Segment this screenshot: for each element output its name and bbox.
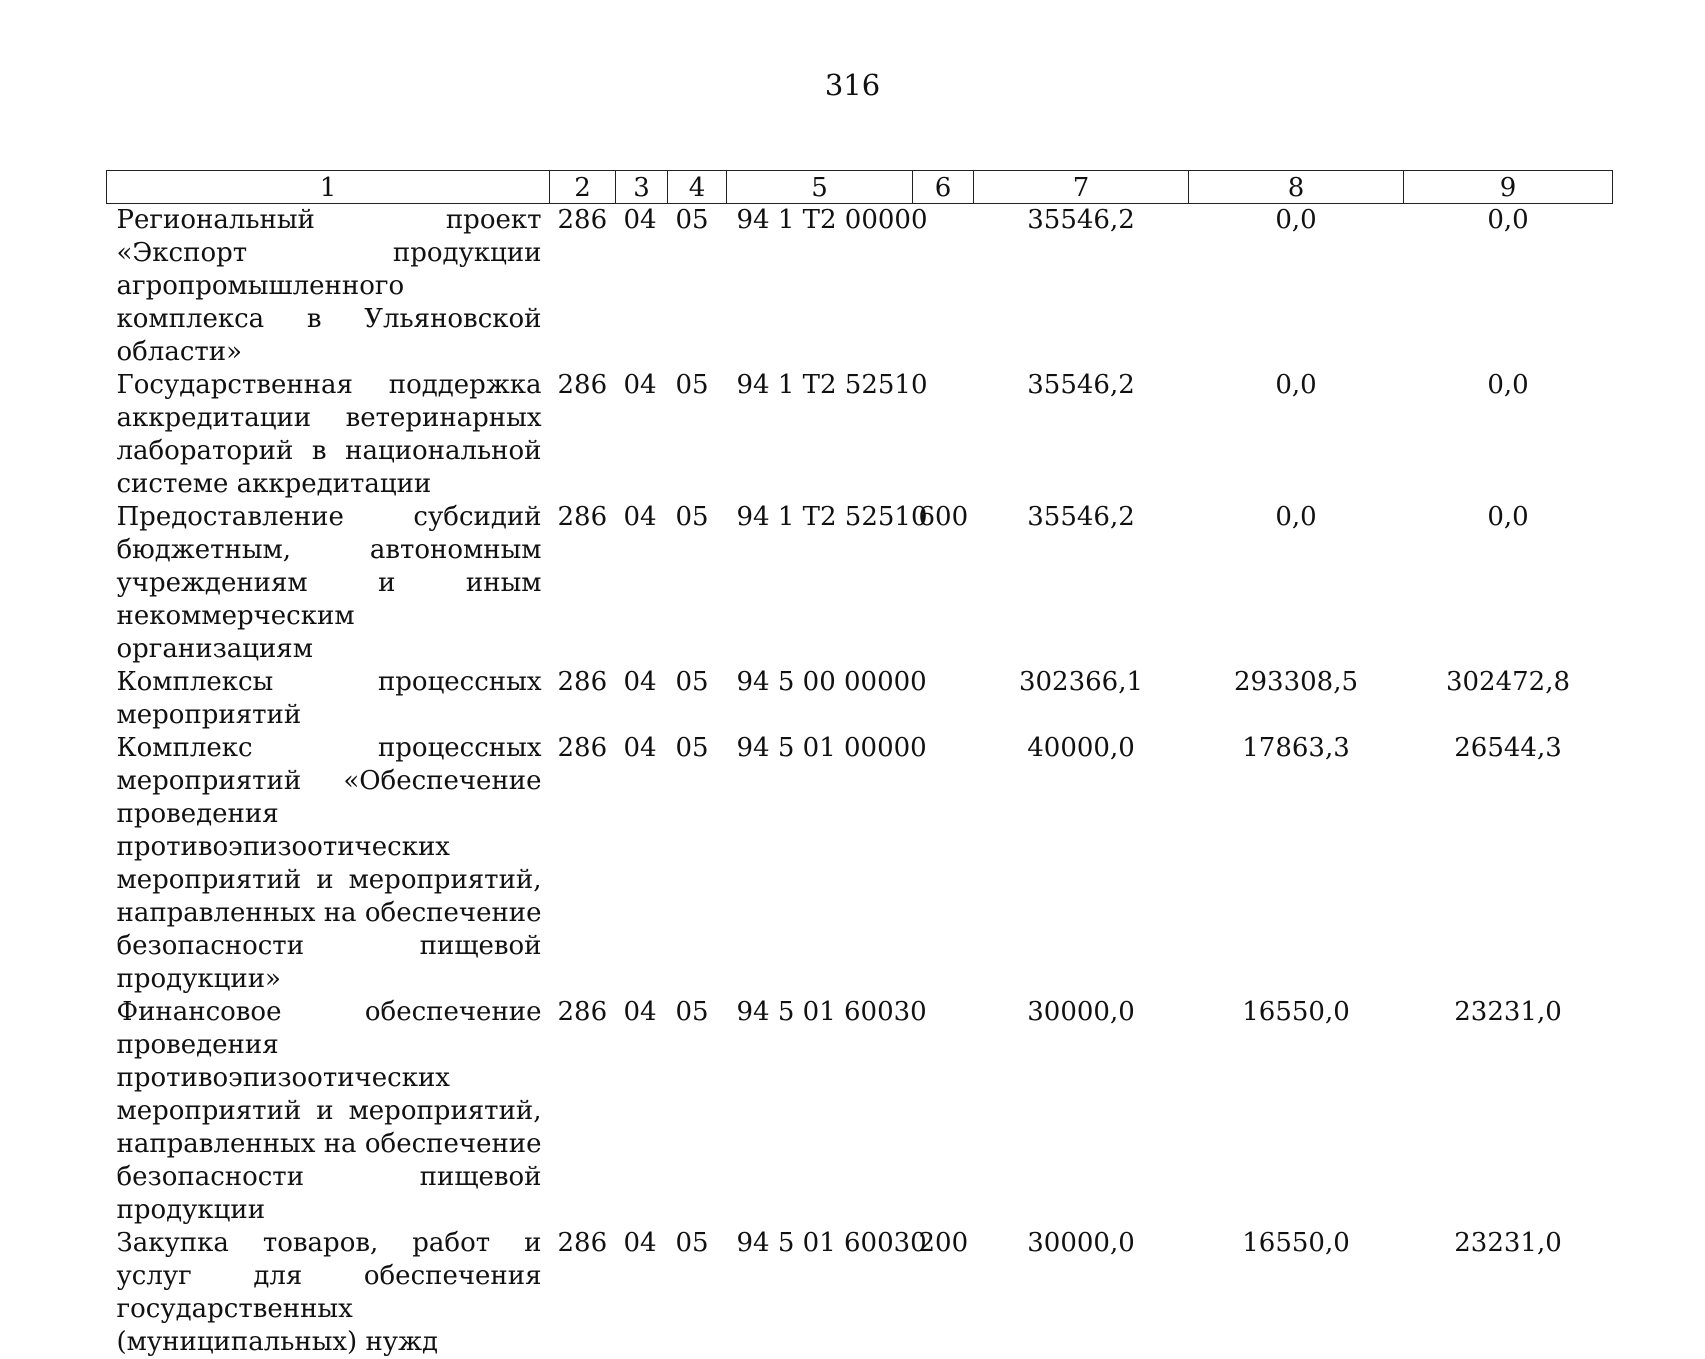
cell-col3: 04 [623, 997, 657, 1027]
column-header-1: 1 [107, 171, 550, 204]
table-row [107, 204, 1613, 370]
cell-col4: 05 [675, 733, 709, 763]
cell-col3: 04 [623, 733, 657, 763]
column-header-6: 6 [913, 171, 974, 204]
cell-col9: 23231,0 [1454, 1228, 1562, 1258]
cell-col2: 286 [557, 997, 608, 1027]
column-header-9: 9 [1404, 171, 1613, 204]
cell-col4: 05 [675, 1228, 709, 1258]
cell-col7: 302366,1 [1018, 667, 1144, 697]
cell-col2: 286 [557, 370, 608, 400]
cell-col2: 286 [557, 502, 608, 532]
column-header-2: 2 [550, 171, 616, 204]
cell-col3: 04 [623, 502, 657, 532]
cell-col7: 35546,2 [1027, 205, 1135, 235]
cell-col7: 30000,0 [1027, 1228, 1135, 1258]
row-name: Комплекс процессных мероприятий «Обеспечение проведения противоэпизоотических мероприятий и мероприятий, направленных на обеспечение безопасности пищевой продукции» [116, 733, 542, 994]
column-header-7: 7 [974, 171, 1189, 204]
cell-col4: 05 [675, 370, 709, 400]
budget-table [106, 170, 1613, 1359]
cell-col9: 302472,8 [1445, 667, 1571, 697]
cell-col6 [913, 732, 974, 996]
cell-col8: 17863,3 [1242, 733, 1350, 763]
column-header-8: 8 [1189, 171, 1404, 204]
column-header-5: 5 [727, 171, 913, 204]
table-row [107, 501, 1613, 666]
cell-col5: 94 5 01 60030 [736, 1228, 927, 1258]
cell-col4: 05 [675, 667, 709, 697]
cell-col2: 286 [557, 667, 608, 697]
cell-col5: 94 1 T2 52510 [736, 370, 928, 400]
cell-col9: 26544,3 [1454, 733, 1562, 763]
cell-col3: 04 [623, 205, 657, 235]
cell-col6: 200 [918, 1228, 969, 1258]
cell-col4: 05 [675, 997, 709, 1027]
row-name: Предоставление субсидий бюджетным, автономным учреждениям и иным некоммерческим организациям [116, 502, 542, 664]
table-row [107, 996, 1613, 1227]
cell-col9: 23231,0 [1454, 997, 1562, 1027]
column-header-4: 4 [668, 171, 727, 204]
cell-col8: 0,0 [1275, 502, 1317, 532]
row-name: Закупка товаров, работ и услуг для обеспечения государственных (муниципальных) нужд [116, 1228, 542, 1357]
cell-col5: 94 1 T2 00000 [736, 205, 928, 235]
cell-col9: 0,0 [1487, 205, 1529, 235]
cell-col5: 94 5 01 60030 [736, 997, 927, 1027]
cell-col7: 35546,2 [1027, 502, 1135, 532]
cell-col6 [913, 996, 974, 1227]
cell-col8: 0,0 [1275, 205, 1317, 235]
table-header-row [107, 171, 1613, 204]
cell-col2: 286 [557, 733, 608, 763]
cell-col8: 16550,0 [1242, 1228, 1350, 1258]
cell-col3: 04 [623, 1228, 657, 1258]
cell-col4: 05 [675, 205, 709, 235]
cell-col8: 0,0 [1275, 370, 1317, 400]
cell-col8: 16550,0 [1242, 997, 1350, 1027]
cell-col7: 30000,0 [1027, 997, 1135, 1027]
cell-col5: 94 5 00 00000 [736, 667, 927, 697]
cell-col9: 0,0 [1487, 502, 1529, 532]
cell-col2: 286 [557, 1228, 608, 1258]
cell-col7: 35546,2 [1027, 370, 1135, 400]
page-number: 316 [824, 68, 881, 102]
table-row [107, 666, 1613, 732]
row-name: Комплексы процессных мероприятий [116, 667, 542, 730]
cell-col4: 05 [675, 502, 709, 532]
cell-col5: 94 1 T2 52510 [736, 502, 928, 532]
row-name: Государственная поддержка аккредитации ветеринарных лабораторий в национальной системе аккредитации [116, 370, 542, 499]
cell-col5: 94 5 01 00000 [736, 733, 927, 763]
cell-col9: 0,0 [1487, 370, 1529, 400]
cell-col6: 600 [918, 502, 969, 532]
table-row [107, 1227, 1613, 1359]
row-name: Региональный проект «Экспорт продукции агропромышленного комплекса в Ульяновской области» [116, 205, 542, 367]
column-header-3: 3 [616, 171, 668, 204]
cell-col3: 04 [623, 667, 657, 697]
table-row [107, 732, 1613, 996]
table-row [107, 369, 1613, 501]
cell-col2: 286 [557, 205, 608, 235]
row-name: Финансовое обеспечение проведения противоэпизоотических мероприятий и мероприятий, направленных на обеспечение безопасности пищевой продукции [116, 997, 542, 1225]
cell-col3: 04 [623, 370, 657, 400]
cell-col7: 40000,0 [1027, 733, 1135, 763]
cell-col8: 293308,5 [1233, 667, 1359, 697]
